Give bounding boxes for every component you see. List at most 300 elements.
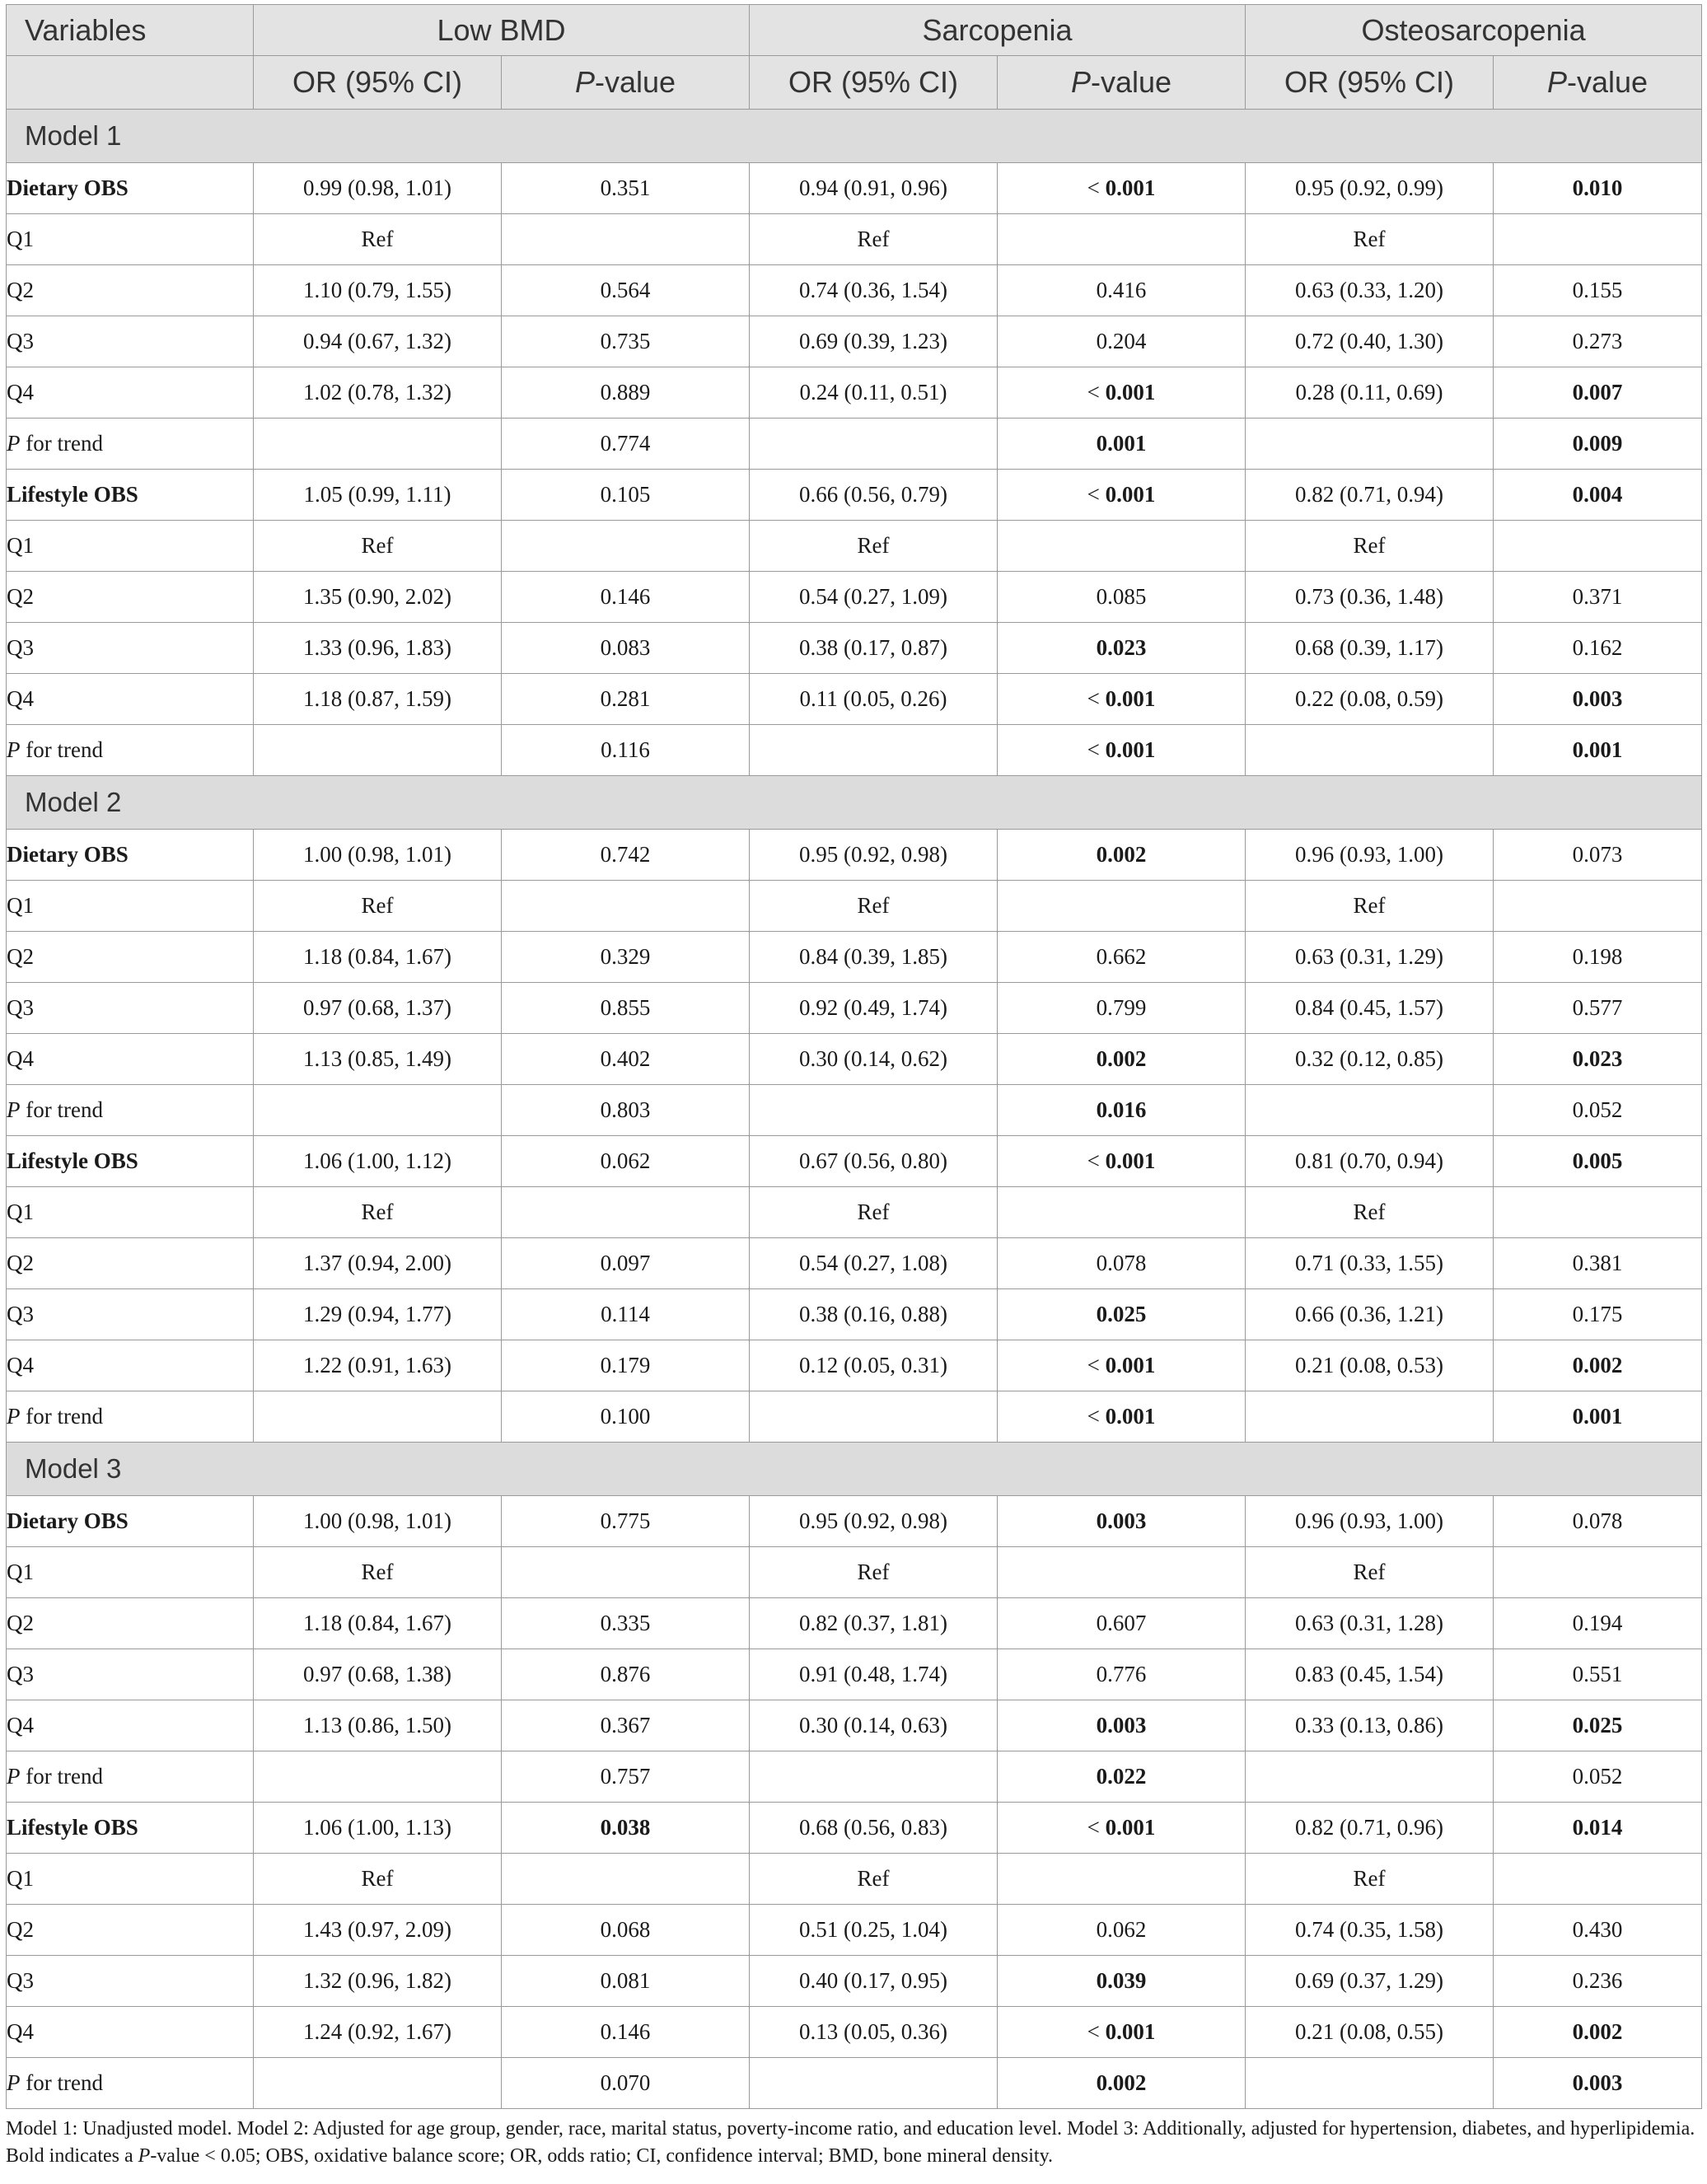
p-value-cell: 0.002 (998, 1034, 1246, 1085)
or-cell: Ref (750, 1547, 998, 1598)
or-cell: 0.33 (0.13, 0.86) (1246, 1700, 1494, 1751)
or-cell: Ref (1246, 881, 1494, 932)
p-value-cell (1494, 1187, 1702, 1238)
or-cell: 0.32 (0.12, 0.85) (1246, 1034, 1494, 1085)
row-label: Q1 (7, 1854, 254, 1905)
or-cell: 1.10 (0.79, 1.55) (254, 265, 502, 316)
p-value-cell: 0.175 (1494, 1289, 1702, 1340)
or-cell: 0.54 (0.27, 1.09) (750, 572, 998, 623)
or-cell (1246, 2058, 1494, 2109)
or-cell (750, 1085, 998, 1136)
or-cell: Ref (750, 521, 998, 572)
table-header (7, 5, 1702, 110)
p-value-cell: 0.003 (998, 1700, 1246, 1751)
or-cell: 0.30 (0.14, 0.62) (750, 1034, 998, 1085)
p-value-cell: 0.889 (502, 367, 750, 419)
table-row (7, 1854, 1702, 1905)
p-value-cell: 0.577 (1494, 983, 1702, 1034)
or-cell: Ref (1246, 1854, 1494, 1905)
table-row (7, 214, 1702, 265)
p-value-cell: 0.081 (502, 1956, 750, 2007)
p-value-cell: 0.381 (1494, 1238, 1702, 1289)
table-row (7, 1034, 1702, 1085)
header-p-value: P-value (502, 56, 750, 110)
p-value-cell (1494, 214, 1702, 265)
or-cell: 0.63 (0.33, 1.20) (1246, 265, 1494, 316)
p-value-cell: 0.273 (1494, 316, 1702, 367)
p-value-cell: 0.194 (1494, 1598, 1702, 1649)
or-cell (254, 1085, 502, 1136)
p-value-cell: 0.607 (998, 1598, 1246, 1649)
or-cell: 0.66 (0.56, 0.79) (750, 470, 998, 521)
or-cell: 0.63 (0.31, 1.28) (1246, 1598, 1494, 1649)
p-value-cell: < 0.001 (998, 2007, 1246, 2058)
or-cell (254, 419, 502, 470)
p-value-cell: 0.776 (998, 1649, 1246, 1700)
row-label: Q3 (7, 1649, 254, 1700)
or-cell: 1.33 (0.96, 1.83) (254, 623, 502, 674)
or-cell: 0.94 (0.91, 0.96) (750, 163, 998, 214)
table-row (7, 623, 1702, 674)
or-cell: Ref (254, 521, 502, 572)
or-cell: 1.06 (1.00, 1.13) (254, 1803, 502, 1854)
p-value-cell: 0.198 (1494, 932, 1702, 983)
or-cell: Ref (750, 1187, 998, 1238)
table-row (7, 1340, 1702, 1391)
p-value-cell: 0.002 (998, 830, 1246, 881)
p-value-cell: 0.662 (998, 932, 1246, 983)
p-value-cell: 0.105 (502, 470, 750, 521)
p-value-cell: 0.116 (502, 725, 750, 776)
p-value-cell: 0.052 (1494, 1085, 1702, 1136)
p-value-cell: 0.025 (998, 1289, 1246, 1340)
table-row (7, 983, 1702, 1034)
or-cell: Ref (750, 881, 998, 932)
row-label: Q1 (7, 1187, 254, 1238)
or-cell: 0.82 (0.71, 0.96) (1246, 1803, 1494, 1854)
or-cell: 0.11 (0.05, 0.26) (750, 674, 998, 725)
results-table-container (6, 4, 1701, 2109)
or-cell: 0.96 (0.93, 1.00) (1246, 830, 1494, 881)
p-value-cell: 0.799 (998, 983, 1246, 1034)
p-value-cell (502, 521, 750, 572)
or-cell: 0.94 (0.67, 1.32) (254, 316, 502, 367)
or-cell: 0.84 (0.39, 1.85) (750, 932, 998, 983)
or-cell: 0.84 (0.45, 1.57) (1246, 983, 1494, 1034)
p-value-cell: 0.876 (502, 1649, 750, 1700)
or-cell (750, 1391, 998, 1443)
p-value-cell: 0.416 (998, 265, 1246, 316)
or-cell: 0.97 (0.68, 1.38) (254, 1649, 502, 1700)
table-row (7, 1803, 1702, 1854)
or-cell: 0.28 (0.11, 0.69) (1246, 367, 1494, 419)
header-or: OR (95% CI) (750, 56, 998, 110)
row-label: Q3 (7, 983, 254, 1034)
p-value-cell: 0.775 (502, 1496, 750, 1547)
or-cell: Ref (254, 1187, 502, 1238)
p-value-cell: 0.335 (502, 1598, 750, 1649)
or-cell: 0.82 (0.37, 1.81) (750, 1598, 998, 1649)
or-cell: 1.18 (0.84, 1.67) (254, 1598, 502, 1649)
p-value-cell: 0.774 (502, 419, 750, 470)
p-value-cell: < 0.001 (998, 1136, 1246, 1187)
p-value-cell (1494, 1854, 1702, 1905)
header-blank (7, 56, 254, 110)
model-label: Model 1 (7, 110, 1702, 163)
p-value-cell: 0.010 (1494, 163, 1702, 214)
table-row (7, 419, 1702, 470)
or-cell (1246, 1751, 1494, 1803)
or-cell: 0.71 (0.33, 1.55) (1246, 1238, 1494, 1289)
row-label: Q2 (7, 265, 254, 316)
or-cell: 0.74 (0.36, 1.54) (750, 265, 998, 316)
row-label: Q4 (7, 674, 254, 725)
table-row (7, 572, 1702, 623)
p-value-cell: 0.003 (1494, 2058, 1702, 2109)
table-row (7, 1547, 1702, 1598)
model-row (7, 110, 1702, 163)
table-row (7, 367, 1702, 419)
or-cell: 1.00 (0.98, 1.01) (254, 830, 502, 881)
or-cell: 0.21 (0.08, 0.53) (1246, 1340, 1494, 1391)
or-cell: Ref (1246, 1547, 1494, 1598)
row-label: Q4 (7, 1034, 254, 1085)
row-label: Q4 (7, 367, 254, 419)
or-cell (254, 725, 502, 776)
table-row (7, 1751, 1702, 1803)
or-cell: 0.96 (0.93, 1.00) (1246, 1496, 1494, 1547)
p-value-cell: 0.005 (1494, 1136, 1702, 1187)
p-value-cell (998, 1187, 1246, 1238)
row-label: P for trend (7, 1085, 254, 1136)
model-label: Model 3 (7, 1443, 1702, 1496)
or-cell (750, 725, 998, 776)
or-cell: Ref (1246, 1187, 1494, 1238)
or-cell: 0.54 (0.27, 1.08) (750, 1238, 998, 1289)
table-row (7, 1649, 1702, 1700)
or-cell: 1.00 (0.98, 1.01) (254, 1496, 502, 1547)
p-value-cell: 0.014 (1494, 1803, 1702, 1854)
p-value-cell (1494, 521, 1702, 572)
row-label: Q1 (7, 881, 254, 932)
or-cell: 1.43 (0.97, 2.09) (254, 1905, 502, 1956)
p-value-cell: < 0.001 (998, 367, 1246, 419)
p-value-cell: 0.146 (502, 2007, 750, 2058)
table-row (7, 725, 1702, 776)
row-label: Q3 (7, 1289, 254, 1340)
p-value-cell: 0.146 (502, 572, 750, 623)
table-row (7, 163, 1702, 214)
table-row (7, 881, 1702, 932)
row-label: Q1 (7, 1547, 254, 1598)
p-value-cell: < 0.001 (998, 470, 1246, 521)
table-row (7, 1598, 1702, 1649)
row-label: Q4 (7, 1340, 254, 1391)
p-value-cell: 0.004 (1494, 470, 1702, 521)
or-cell: 0.74 (0.35, 1.58) (1246, 1905, 1494, 1956)
row-label: Dietary OBS (7, 1496, 254, 1547)
row-label: P for trend (7, 419, 254, 470)
row-label: Q3 (7, 316, 254, 367)
row-label: Q3 (7, 623, 254, 674)
row-label: Q2 (7, 932, 254, 983)
row-label: Dietary OBS (7, 163, 254, 214)
table-footnote: Model 1: Unadjusted model. Model 2: Adjusted for age group, gender, race, marital status, poverty-income ratio, and education level. Model 3: Additionally, adjusted for hypertension, diabetes, and hyperlipidemia. Bold indicates a P-value < 0.05; OBS, oxidative balance score; OR, odds ratio; CI, confidence interval; BMD, bone mineral density. (6, 2118, 1695, 2167)
p-value-cell: 0.430 (1494, 1905, 1702, 1956)
row-label: Dietary OBS (7, 830, 254, 881)
p-value-cell: 0.351 (502, 163, 750, 214)
header-variables: Variables (7, 5, 254, 56)
row-label: P for trend (7, 1751, 254, 1803)
row-label: Lifestyle OBS (7, 1136, 254, 1187)
p-value-cell: < 0.001 (998, 163, 1246, 214)
p-value-cell: 0.757 (502, 1751, 750, 1803)
p-value-cell: 0.204 (998, 316, 1246, 367)
table-row (7, 1496, 1702, 1547)
row-label: Q1 (7, 214, 254, 265)
header-group-osteosarcopenia: Osteosarcopenia (1246, 5, 1702, 56)
table-row (7, 1187, 1702, 1238)
p-value-cell: 0.003 (1494, 674, 1702, 725)
p-value-cell: 0.078 (1494, 1496, 1702, 1547)
table-row (7, 932, 1702, 983)
table-row (7, 1905, 1702, 1956)
or-cell: 1.32 (0.96, 1.82) (254, 1956, 502, 2007)
or-cell: Ref (750, 214, 998, 265)
or-cell: 0.51 (0.25, 1.04) (750, 1905, 998, 1956)
row-label: Lifestyle OBS (7, 470, 254, 521)
p-value-cell: 0.002 (1494, 1340, 1702, 1391)
row-label: P for trend (7, 1391, 254, 1443)
p-value-cell: 0.070 (502, 2058, 750, 2109)
header-p-value: P-value (998, 56, 1246, 110)
table-body (7, 110, 1702, 2109)
header-or: OR (95% CI) (254, 56, 502, 110)
or-cell (750, 1751, 998, 1803)
table-row (7, 830, 1702, 881)
or-cell: 0.12 (0.05, 0.31) (750, 1340, 998, 1391)
p-value-cell: 0.001 (998, 419, 1246, 470)
or-cell: 0.72 (0.40, 1.30) (1246, 316, 1494, 367)
p-value-cell: 0.100 (502, 1391, 750, 1443)
row-label: Q4 (7, 2007, 254, 2058)
table-row (7, 521, 1702, 572)
row-label: Q2 (7, 1238, 254, 1289)
or-cell: 0.92 (0.49, 1.74) (750, 983, 998, 1034)
header-group-sarcopenia: Sarcopenia (750, 5, 1246, 56)
table-row (7, 1700, 1702, 1751)
p-value-cell: < 0.001 (998, 725, 1246, 776)
p-value-cell: < 0.001 (998, 1391, 1246, 1443)
table-row (7, 2058, 1702, 2109)
or-cell (1246, 419, 1494, 470)
results-table (6, 4, 1702, 2109)
p-value-cell: 0.023 (998, 623, 1246, 674)
p-value-cell: 0.073 (1494, 830, 1702, 881)
header-group-low-bmd: Low BMD (254, 5, 750, 56)
or-cell: Ref (1246, 521, 1494, 572)
table-row (7, 470, 1702, 521)
p-value-cell: 0.855 (502, 983, 750, 1034)
p-value-cell: 0.062 (998, 1905, 1246, 1956)
or-cell: 1.37 (0.94, 2.00) (254, 1238, 502, 1289)
row-label: Q1 (7, 521, 254, 572)
or-cell: 1.29 (0.94, 1.77) (254, 1289, 502, 1340)
or-cell: 1.05 (0.99, 1.11) (254, 470, 502, 521)
table-row (7, 316, 1702, 367)
row-label: Q2 (7, 572, 254, 623)
p-value-cell: 0.078 (998, 1238, 1246, 1289)
p-value-cell: 0.001 (1494, 1391, 1702, 1443)
or-cell: 0.68 (0.56, 0.83) (750, 1803, 998, 1854)
model-label: Model 2 (7, 776, 1702, 830)
or-cell (254, 1391, 502, 1443)
table-row (7, 1238, 1702, 1289)
table-row (7, 1391, 1702, 1443)
or-cell: 1.02 (0.78, 1.32) (254, 367, 502, 419)
or-cell: Ref (254, 1547, 502, 1598)
or-cell: 0.66 (0.36, 1.21) (1246, 1289, 1494, 1340)
or-cell: Ref (254, 214, 502, 265)
or-cell: 0.30 (0.14, 0.63) (750, 1700, 998, 1751)
p-value-cell: 0.002 (1494, 2007, 1702, 2058)
or-cell (1246, 1391, 1494, 1443)
p-value-cell (1494, 881, 1702, 932)
p-value-cell: 0.179 (502, 1340, 750, 1391)
or-cell: 1.35 (0.90, 2.02) (254, 572, 502, 623)
p-value-cell: 0.068 (502, 1905, 750, 1956)
p-value-cell: < 0.001 (998, 1340, 1246, 1391)
or-cell: 1.18 (0.87, 1.59) (254, 674, 502, 725)
or-cell: 1.18 (0.84, 1.67) (254, 932, 502, 983)
p-value-cell: 0.025 (1494, 1700, 1702, 1751)
or-cell: 0.21 (0.08, 0.55) (1246, 2007, 1494, 2058)
or-cell: 0.95 (0.92, 0.99) (1246, 163, 1494, 214)
row-label: Lifestyle OBS (7, 1803, 254, 1854)
model-row (7, 776, 1702, 830)
or-cell: 0.22 (0.08, 0.59) (1246, 674, 1494, 725)
p-value-cell (502, 1187, 750, 1238)
row-label: Q2 (7, 1905, 254, 1956)
table-row (7, 1289, 1702, 1340)
or-cell: 0.99 (0.98, 1.01) (254, 163, 502, 214)
or-cell: 0.24 (0.11, 0.51) (750, 367, 998, 419)
or-cell: 0.81 (0.70, 0.94) (1246, 1136, 1494, 1187)
or-cell (750, 2058, 998, 2109)
or-cell (254, 1751, 502, 1803)
table-row (7, 674, 1702, 725)
or-cell: 0.69 (0.37, 1.29) (1246, 1956, 1494, 2007)
p-value-cell: 0.155 (1494, 265, 1702, 316)
table-row (7, 1136, 1702, 1187)
p-value-cell (502, 214, 750, 265)
p-value-cell (502, 1854, 750, 1905)
or-cell: 0.38 (0.17, 0.87) (750, 623, 998, 674)
or-cell: 0.91 (0.48, 1.74) (750, 1649, 998, 1700)
p-value-cell (1494, 1547, 1702, 1598)
row-label: Q2 (7, 1598, 254, 1649)
p-value-cell: 0.402 (502, 1034, 750, 1085)
model-row (7, 1443, 1702, 1496)
or-cell: 0.40 (0.17, 0.95) (750, 1956, 998, 2007)
p-value-cell: 0.371 (1494, 572, 1702, 623)
p-value-cell: 0.003 (998, 1496, 1246, 1547)
header-p-value: P-value (1494, 56, 1702, 110)
or-cell: 0.73 (0.36, 1.48) (1246, 572, 1494, 623)
or-cell: 1.13 (0.85, 1.49) (254, 1034, 502, 1085)
or-cell: 0.83 (0.45, 1.54) (1246, 1649, 1494, 1700)
p-value-cell: 0.735 (502, 316, 750, 367)
p-value-cell: 0.742 (502, 830, 750, 881)
p-value-cell (998, 881, 1246, 932)
p-value-cell (998, 521, 1246, 572)
p-value-cell: 0.281 (502, 674, 750, 725)
row-label: Q4 (7, 1700, 254, 1751)
or-cell: 0.63 (0.31, 1.29) (1246, 932, 1494, 983)
p-value-cell: 0.022 (998, 1751, 1246, 1803)
or-cell (750, 419, 998, 470)
p-value-cell: 0.329 (502, 932, 750, 983)
table-row (7, 1085, 1702, 1136)
table-row (7, 265, 1702, 316)
or-cell: Ref (1246, 214, 1494, 265)
p-value-cell (502, 1547, 750, 1598)
p-value-cell (998, 214, 1246, 265)
row-label: Q3 (7, 1956, 254, 2007)
or-cell: 0.95 (0.92, 0.98) (750, 1496, 998, 1547)
row-label: P for trend (7, 725, 254, 776)
p-value-cell: 0.062 (502, 1136, 750, 1187)
p-value-cell: 0.162 (1494, 623, 1702, 674)
p-value-cell (998, 1547, 1246, 1598)
or-cell (1246, 1085, 1494, 1136)
p-value-cell (502, 881, 750, 932)
p-value-cell: 0.085 (998, 572, 1246, 623)
or-cell: 0.67 (0.56, 0.80) (750, 1136, 998, 1187)
p-value-cell (998, 1854, 1246, 1905)
row-label: P for trend (7, 2058, 254, 2109)
or-cell: 1.24 (0.92, 1.67) (254, 2007, 502, 2058)
p-value-cell: 0.002 (998, 2058, 1246, 2109)
table-row (7, 1956, 1702, 2007)
p-value-cell: 0.097 (502, 1238, 750, 1289)
header-or: OR (95% CI) (1246, 56, 1494, 110)
or-cell: 0.82 (0.71, 0.94) (1246, 470, 1494, 521)
or-cell (1246, 725, 1494, 776)
or-cell: 1.22 (0.91, 1.63) (254, 1340, 502, 1391)
or-cell: Ref (750, 1854, 998, 1905)
or-cell: Ref (254, 881, 502, 932)
p-value-cell: 0.236 (1494, 1956, 1702, 2007)
p-value-cell: 0.564 (502, 265, 750, 316)
p-value-cell: 0.001 (1494, 725, 1702, 776)
table-row (7, 2007, 1702, 2058)
p-value-cell: 0.367 (502, 1700, 750, 1751)
or-cell: 0.97 (0.68, 1.37) (254, 983, 502, 1034)
or-cell: 1.06 (1.00, 1.12) (254, 1136, 502, 1187)
p-value-cell: 0.007 (1494, 367, 1702, 419)
or-cell: Ref (254, 1854, 502, 1905)
or-cell: 0.68 (0.39, 1.17) (1246, 623, 1494, 674)
or-cell (254, 2058, 502, 2109)
p-value-cell: 0.023 (1494, 1034, 1702, 1085)
p-value-cell: 0.016 (998, 1085, 1246, 1136)
p-value-cell: < 0.001 (998, 674, 1246, 725)
p-value-cell: 0.009 (1494, 419, 1702, 470)
p-value-cell: 0.551 (1494, 1649, 1702, 1700)
or-cell: 0.95 (0.92, 0.98) (750, 830, 998, 881)
or-cell: 0.69 (0.39, 1.23) (750, 316, 998, 367)
